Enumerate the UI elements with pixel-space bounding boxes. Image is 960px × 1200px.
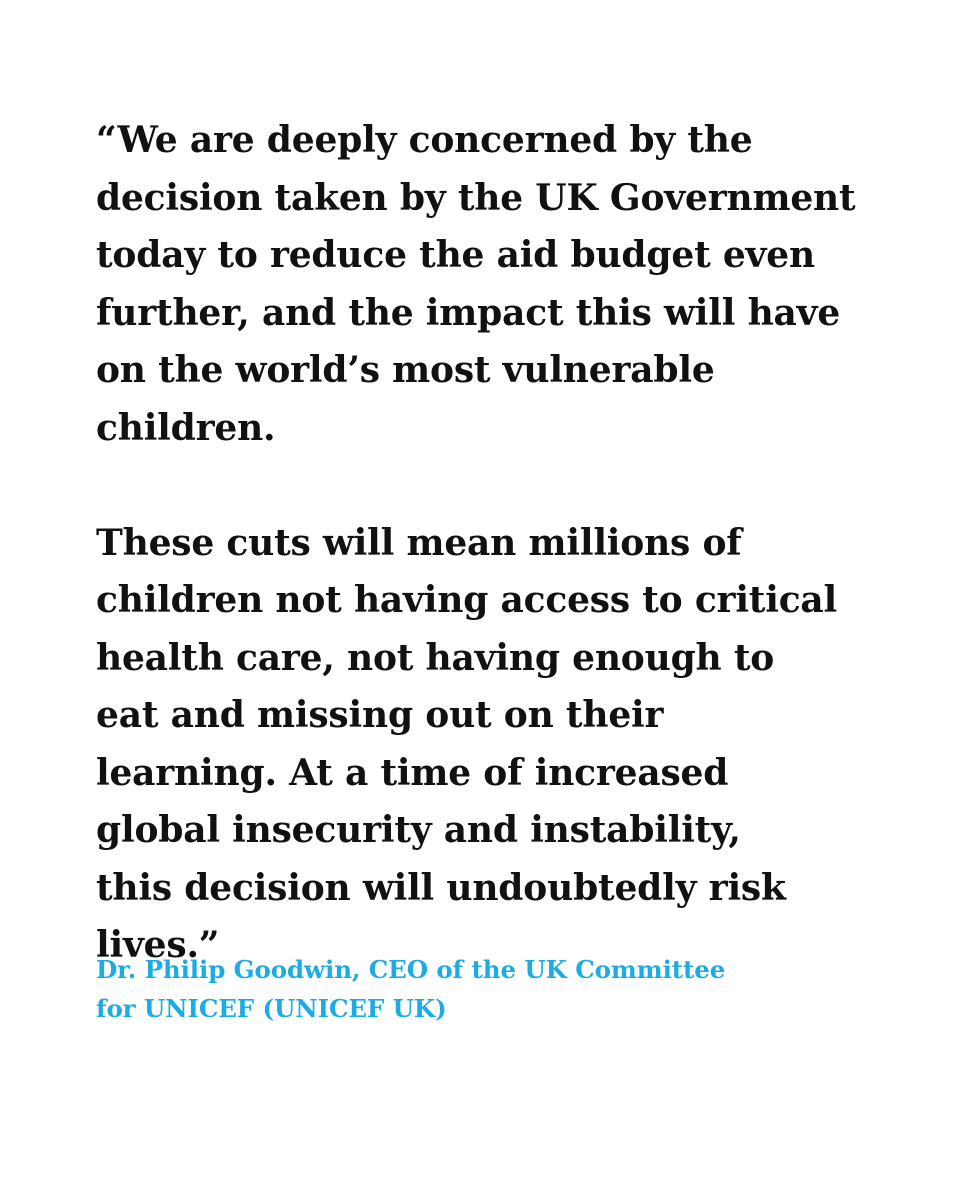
quote-paragraph-2: [96, 515, 896, 975]
quote-text: [96, 112, 896, 975]
quote-line: further, and the impact this will have: [96, 291, 841, 334]
quote-line: this decision will undoubtedly risk: [96, 866, 786, 909]
quote-line: These cuts will mean millions of: [96, 521, 742, 564]
quote-line: on the world’s most vulnerable: [96, 349, 715, 391]
quote-paragraph-1: [96, 112, 896, 457]
quote-line: children not having access to critical: [96, 579, 838, 621]
quote-line: “We are deeply concerned by the: [96, 119, 753, 161]
quote-line: lives.”: [96, 924, 220, 966]
quote-line: global insecurity and instability,: [96, 809, 741, 851]
quote-line: eat and missing out on their: [96, 694, 664, 736]
quote-line: learning. At a time of increased: [96, 751, 729, 794]
quote-line: decision taken by the UK Government: [96, 176, 856, 219]
quote-line: health care, not having enough to: [96, 636, 775, 679]
quote-attribution: [96, 950, 896, 1028]
quote-line: today to reduce the aid budget even: [96, 234, 815, 276]
attribution-line: for UNICEF (UNICEF UK): [96, 994, 447, 1023]
attribution-line: Dr. Philip Goodwin, CEO of the UK Committee: [96, 955, 726, 984]
quote-line: children.: [96, 406, 276, 449]
